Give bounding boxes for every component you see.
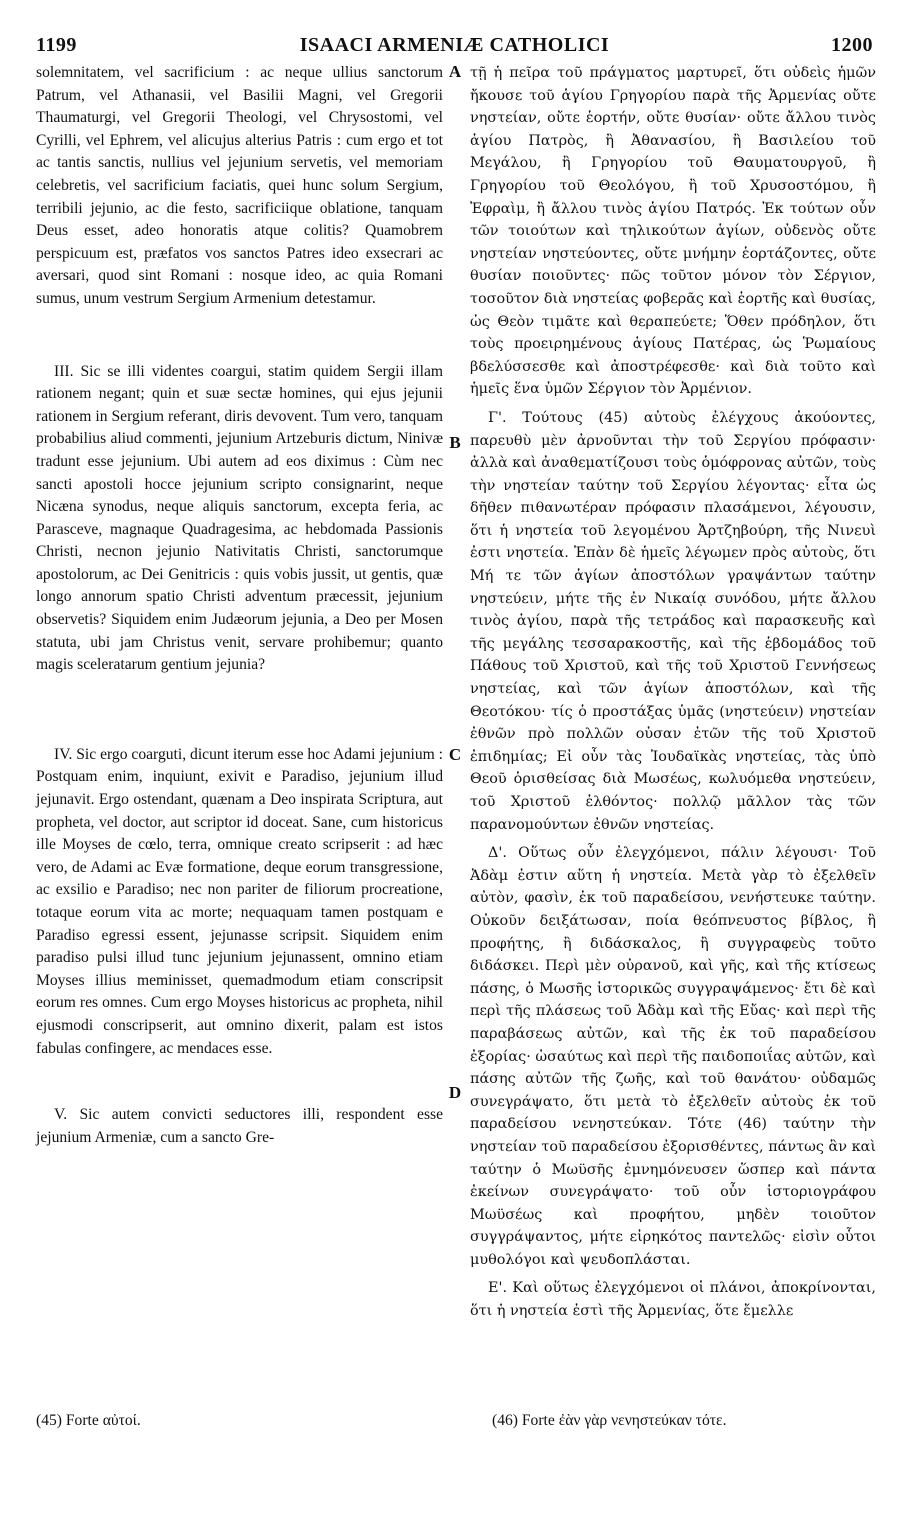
greek-paragraph-1: τῇ ἡ πεῖρα τοῦ πράγματος μαρτυρεῖ, ὅτι οὐδεὶς ἡμῶν ἤκουσε τοῦ ἁγίου Γρηγορίου παρὰ τῆς Ἀρμενίας οὔτε νηστείαν, οὔτε ἑορτήν, οὔτε θυσίαν· οὔτε ἄλλου τινὸς ἁγίου Πατρὸς, ἢ Ἀθανασίου, ἢ Βασιλείου τοῦ Μεγάλου, ἢ Γρηγορίου τοῦ Θαυματουργοῦ, ἢ Γρηγορίου τοῦ Θεολόγου, ἢ τοῦ Χρυσοστόμου, ἢ Ἐφραὶμ, ἢ ἄλλου τινὸς ἁγίου Πατρός. Ἐκ τούτων οὖν τῶν τοιούτων καὶ τηλικούτων ἁγίων, οὐδενὸς οὔτε νηστείαν νηστεύοντες, οὔτε μνήμην ἑορτάζοντες, οὔτε θυσίαν ποιοῦντες· πῶς τοῦτον μόνον τὸν Σέργιον, τοσοῦτον διὰ νηστείας φοβερᾶς καὶ ἑορτῆς καὶ θυσίας, ὡς Θεὸν τιμᾶτε καὶ θεραπεύετε; Ὅθεν πρόδηλον, ὅτι τοὺς προειρημένους ἁγίους Πατέρας, ὡς Ῥωμαίους βδελύσσεσθε καὶ ἀποστρέφεσθε· καὶ διὰ τοῦτο καὶ ἡμεῖς ἕνα ὑμῶν Σέργιον τὸν Ἀρμένιον. bbox=[470, 65, 876, 398]
page-header bbox=[36, 34, 873, 62]
section-marker-d: D bbox=[448, 1083, 462, 1102]
greek-paragraph-2: Γ'. Τούτους (45) αὐτοὺς ἐλέγχους ἀκούοντες, παρευθὺ μὲν ἀρνοῦνται τὴν τοῦ Σεργίου πρόφασιν· ἀλλὰ καὶ ἀναθεματίζουσι τοὺς ὁμόφρονας αὐτῶν, τοὺς τὴν νηστείαν ταύτην τοῦ Σεργίου λέγοντας· εἶτα ὡς δῆθεν πιθανωτέραν πρόφασιν πλασάμενοι, λέγουσιν, ὅτι ἡ νηστεία τοῦ λεγομένου Ἀρτζηβούρη, τῆς Νινευὶ ἐστι νηστεία. Ἐπὰν δὲ ἡμεῖς λέγωμεν πρὸς αὐτοὺς, ὅτι Μή τε τῶν ἁγίων ἀποστόλων γραψάντων ταύτην νηστεύειν, μήτε τῆς ἐν Νικαίᾳ συνόδου, μήτε ἄλλου τινὸς ἁγίου, παρὰ τῆς τετράδος καὶ παρασκευῆς καὶ τῆς μεγάλης τεσσαρακοστῆς, καὶ τῆς ἑβδομάδος τοῦ Πάθους τοῦ Χριστοῦ, καὶ τῆς τοῦ Χριστοῦ Γεννήσεως νηστείας, καὶ τῶν ἁγίων ἀποστόλων, καὶ τῆς Θεοτόκου· τίς ὁ προστάξας ὑμᾶς (νηστεύειν) νηστείαν ἐθνῶν πρὸ πολλῶν οὐσαν ἐτῶν τῆς τοῦ Χριστοῦ ἐπιδημίας; Εἰ οὖν τὰς Ἰουδαϊκὰς νηστείας, τὰς ὑπὸ Θεοῦ ὁρισθείσας διὰ Μωσέως, κωλυόμεθα νηστεύειν, τοῦ Χριστοῦ ἐλθόντος· πολλῷ μᾶλλον τὰς τῶν παρανομούντων ἐθνῶν νηστείας. bbox=[470, 409, 876, 833]
latin-paragraph-1: solemnitatem, vel sacrificium : ac neque ullius sanctorum Patrum, vel Athanasii, vel Basilii Magni, vel Gregorii Thaumaturgi, vel Gregorii Theologi, vel Chrysostomi, vel Cyrilli, vel Ephrem, vel alicujus alterius Patris : cum ergo et tot ac tantis sanctis, nullius vel jejunium servetis, vel memoriam celebretis, vel sacrificium faciatis, quei hunc solum Sergium, terribili jejunio, ac die festo, sacrificiique oblatione, tanquam Deus esset, adeo honoratis atque colitis? Quamobrem perspicuum est, præfatos vos sanctos Patres ideo exsecrari ac aversari, quod sint Romani : nosque ideo, ac quia Romani sumus, unum vestrum Sergium Armenium detestamur. bbox=[36, 64, 443, 307]
page-number-right: 1200 bbox=[831, 34, 873, 56]
section-marker-a: A bbox=[448, 62, 462, 81]
greek-column bbox=[470, 62, 876, 1323]
latin-paragraph-3: IV. Sic ergo coarguti, dicunt iterum esse hoc Adami jejunium : Postquam enim, inquiunt, exivit e Paradiso, jejunium illud jejunavit. Ergo ostendant, quænam a Deo inspirata Scriptura, aut propheta, vel doctor, aut scriptor id doceat. Sane, cum historicus ille Moyses de cœlo, terra, omnique creato scripserit : ad hæc vero, de Adami ac Evæ formatione, deque eorum transgressione, ac exsilio e Paradiso; nec non pariter de filiorum procreatione, totaque eorum vita ac morte; nequaquam tamen postquam e Paradiso egressi essent, jejunasse scripsit. Siquidem enim paradiso pulsi illud tunc jejunium jejunassent, omnino etiam Moyses illius meminisset, quemadmodum etiam conscripsit eorum res omnes. Cum ergo Moyses historicus ac propheta, nihil ejusmodi conscripserit, aut omnino dixerit, palam est istos fabulas confingere, ac mendaces esse. bbox=[36, 745, 443, 1057]
greek-paragraph-4: Ε'. Καὶ οὕτως ἐλεγχόμενοι οἱ πλάνοι, ἀποκρίνονται, ὅτι ἡ νηστεία ἐστὶ τῆς Ἀρμενίας, ὅτε ἔμελλε bbox=[470, 1280, 876, 1320]
greek-paragraph-3: Δ'. Οὕτως οὖν ἐλεγχόμενοι, πάλιν λέγουσι· Τοῦ Ἀδὰμ ἐστιν αὕτη ἡ νηστεία. Μετὰ γὰρ τὸ ἐξελθεῖν αὐτὸν, φασὶν, ἐκ τοῦ παραδείσου, νενήστευκε ταύτην. Οὐκοῦν δειξάτωσαν, ποία θεόπνευστος βίβλος, ἢ προφήτης, ἢ διδάσκαλος, ἢ συγγραφεὺς τοῦτο διδάσκει. Περὶ μὲν οὐρανοῦ, καὶ γῆς, καὶ τῆς κτίσεως πάσης, ὁ Μωσῆς ἱστορικῶς συγγραψάμενος· ἔτι δὲ καὶ περὶ τῆς πλάσεως τοῦ Ἀδὰμ καὶ τῆς Εὔας· καὶ περὶ τῆς παραβάσεως αὐτῶν, καὶ τῆς ἐκ τοῦ παραδείσου ἐξορίας· ὡσαύτως καὶ περὶ τῆς παιδοποιΐας αὐτῶν, καὶ πάσης αὐτῶν τῆς ζωῆς, καὶ τοῦ θανάτου· οὐδαμῶς συνεγράψατο, ὅτι μετὰ τὸ ἐξελθεῖν αὐτοὺς ἐκ τοῦ παραδείσου νενηστεύκαν. Τότε (46) ταύτην τὴν νηστείαν τοῦ παραδείσου ἐξορισθέντες, πάντως ἂν καὶ ταύτην ὁ Μωϋσῆς ἐμνημόνευσεν ὥσπερ καὶ πάντα ἐκείνων συνεγράψατο· τοῦ οὖν ἱστοριογράφου Μωϋσέως καὶ προφήτου, μηδὲν τοιοῦτον συγγράψαντος, μήτε εἰρηκότος παντελῶς· εἰσὶν οὗτοι μυθολόγοι καὶ ψευδοπλάσται. bbox=[470, 845, 876, 1268]
section-marker-c: C bbox=[448, 745, 462, 764]
latin-column bbox=[36, 62, 443, 1149]
latin-paragraph-4: V. Sic autem convicti seductores illi, respondent esse jejunium Armeniæ, cum a sancto Gre- bbox=[36, 1106, 443, 1146]
footnote-46: (46) Forte ἐὰν γὰρ νενηστεύκαν τότε. bbox=[492, 1412, 727, 1429]
footnote-45: (45) Forte αὐτοί. bbox=[36, 1412, 141, 1429]
section-marker-b: B bbox=[449, 433, 461, 452]
page-number-left: 1199 bbox=[36, 34, 77, 56]
latin-paragraph-2: III. Sic se illi videntes coargui, statim quidem Sergii illam rationem negant; quin et suæ sectæ homines, qui ejus jejunii rationem in Sergium referant, diris devovent. Tum vero, tanquam probabilius aliud commenti, jejunium Artzeburis dictum, Ninivæ tradunt esse jejunium. Ubi autem ad eos diximus : Cùm nec sancti apostoli hocce jejunium scripto consignarint, neque Nicæna synodus, neque aliquis sanctorum, excepta feria, ac Parasceve, magnaque Quadragesima, ac hebdomada Passionis Christi, necnon jejunio Nativitatis Christi, sanctorumque apostolorum, ac Dei Genitricis : quis vobis jussit, ut gentis, quæ longo annorum spatio Christi adventum præcessit, jejunium observetis? Siquidem enim Judæorum jejunia, a Deo per Mosen statuta, ubi jam Christus venit, servare prohibemur; quanto magis sceleratarum gentium jejunia? bbox=[36, 362, 443, 674]
running-title: ISAACI ARMENIÆ CATHOLICI bbox=[299, 34, 610, 56]
